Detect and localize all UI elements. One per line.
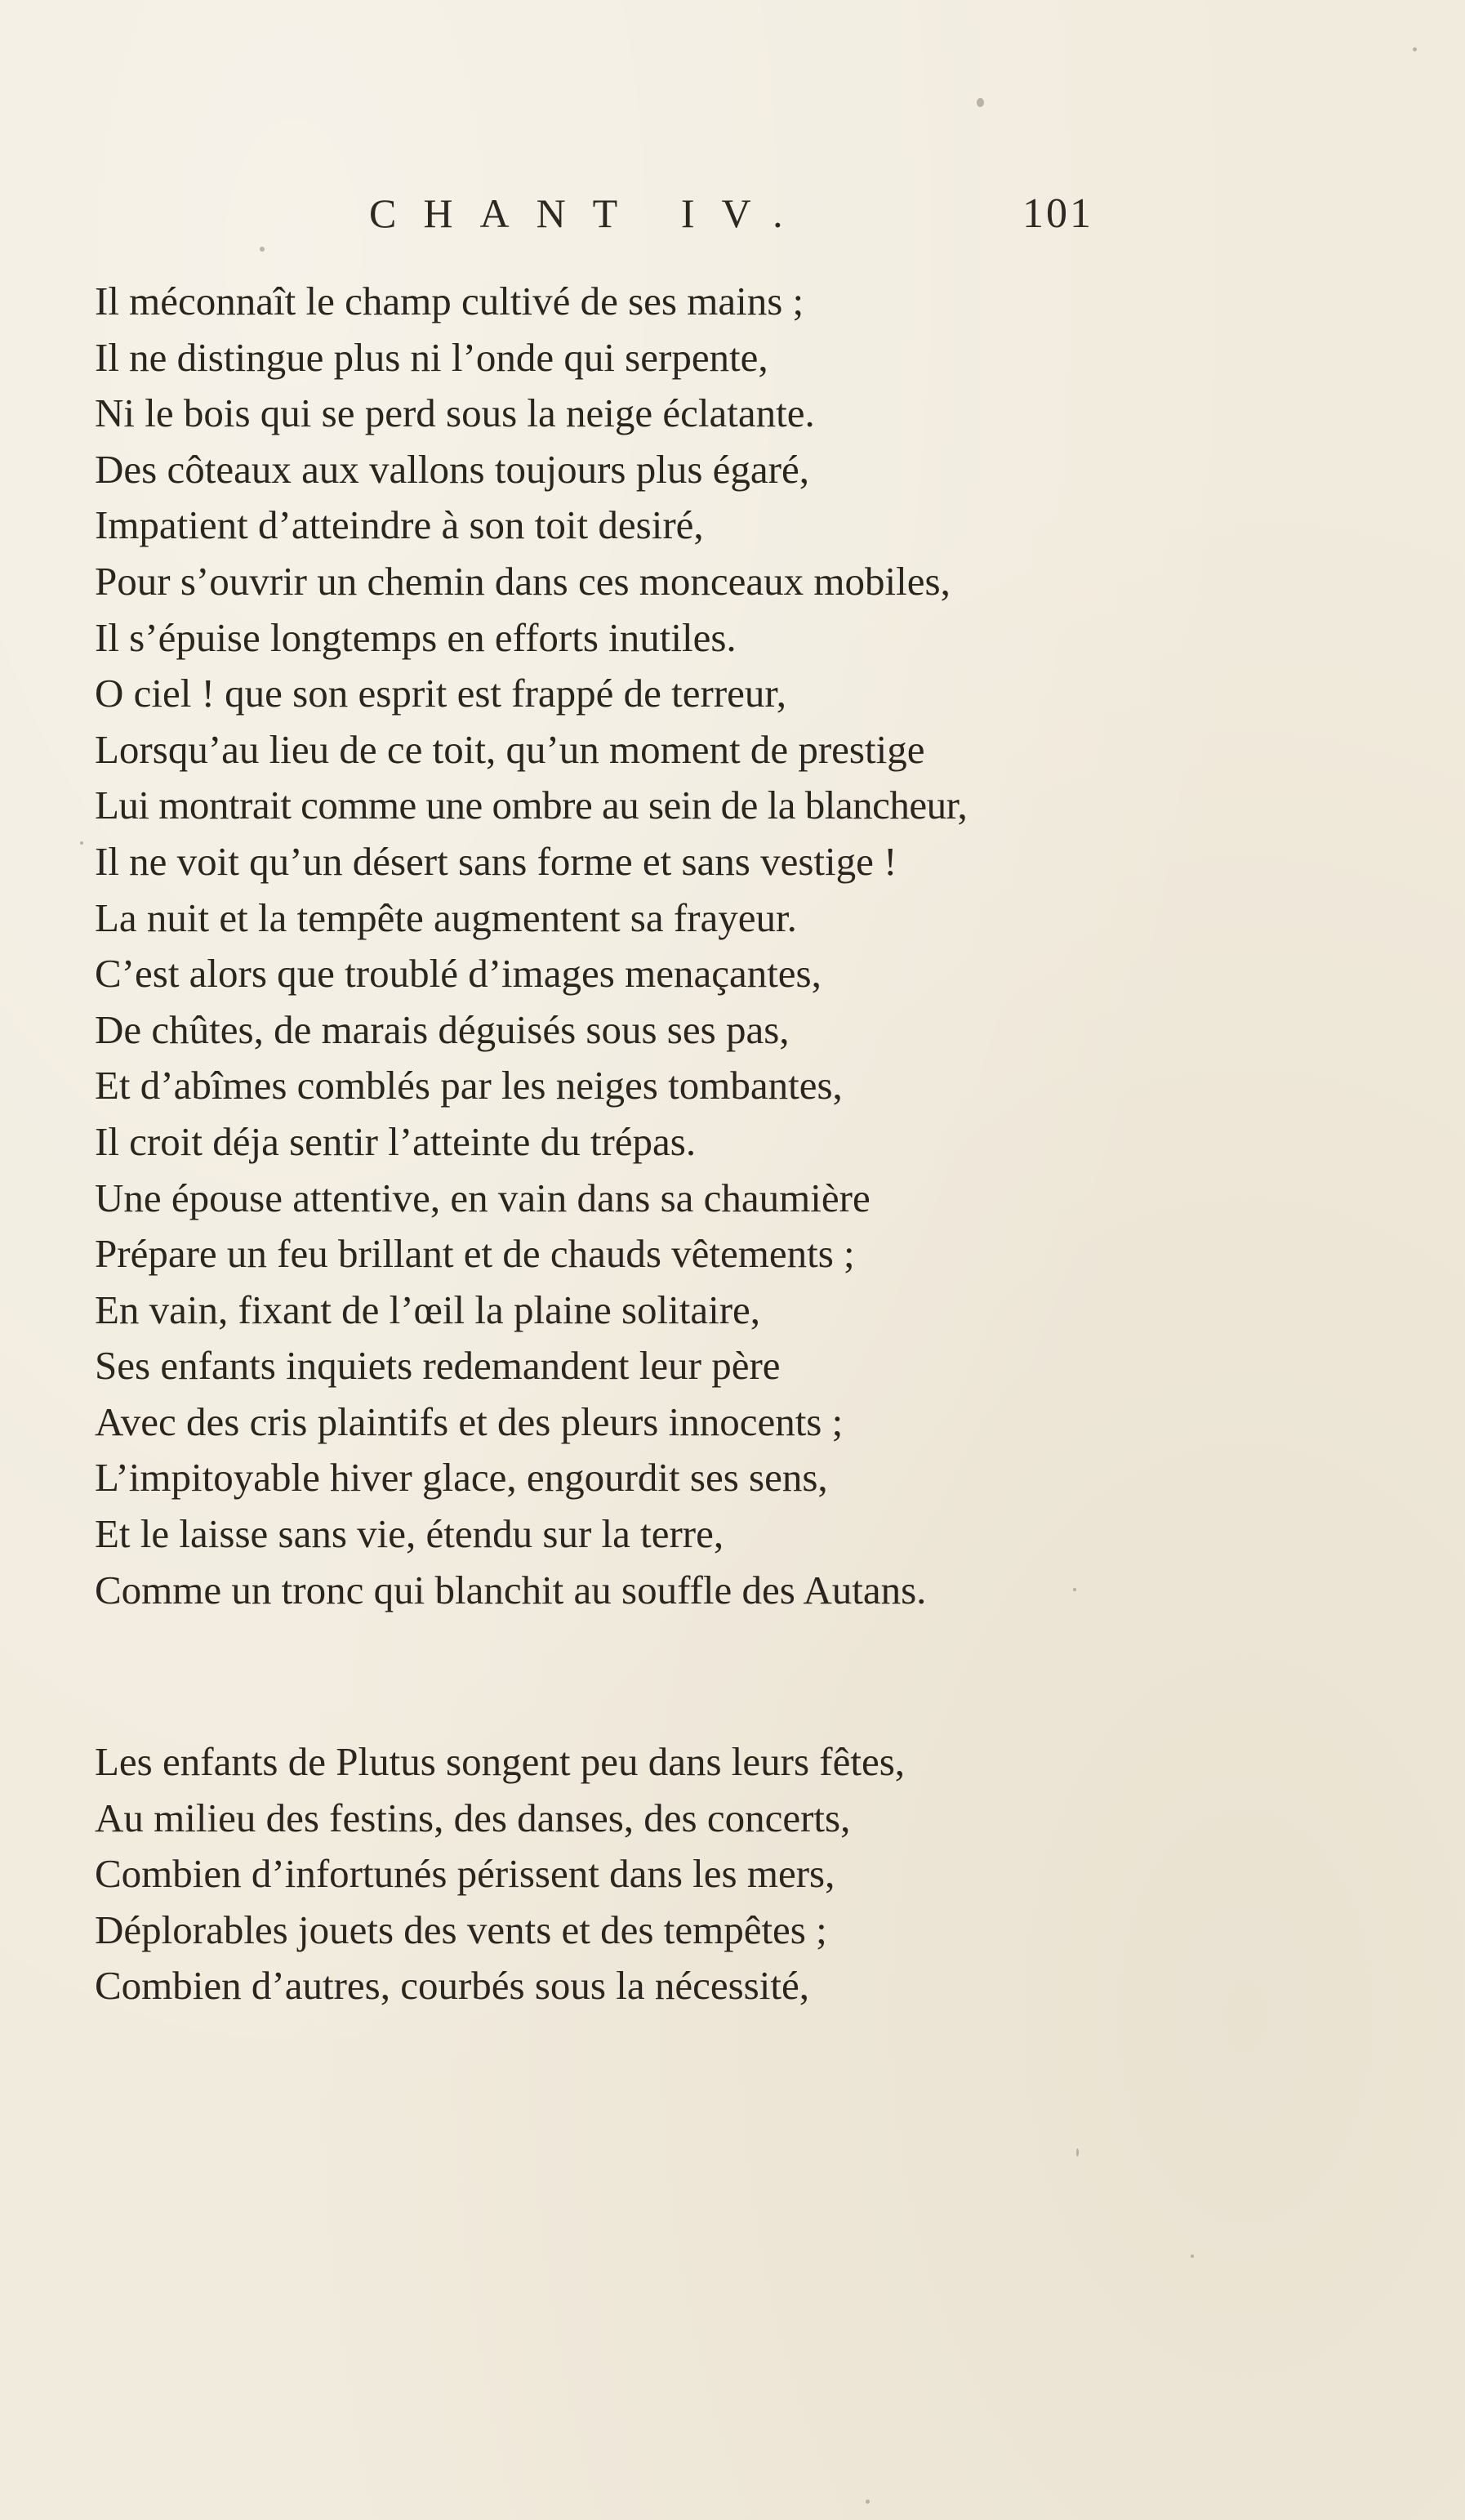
verse-line: Il s’épuise longtemps en efforts inutiles. xyxy=(95,614,737,660)
paper-speck xyxy=(80,841,83,845)
verse-line: Il méconnaît le champ cultivé de ses mains ; xyxy=(95,279,804,323)
verse-line: En vain, fixant de l’œil la plaine solitaire, xyxy=(95,1287,761,1332)
verse-line: Lui montrait comme une ombre au sein de la blancheur, xyxy=(95,783,968,828)
verse-line: De chûtes, de marais déguisés sous ses pas, xyxy=(95,1006,790,1052)
verse-line: Avec des cris plaintifs et des pleurs innocents ; xyxy=(95,1398,844,1444)
verse-line: Les enfants de Plutus songent peu dans leurs fêtes, xyxy=(95,1739,906,1784)
verse-line: Comme un tronc qui blanchit au souffle des Autans. xyxy=(95,1567,927,1612)
paper-speck xyxy=(1076,2148,1079,2156)
verse-line: O ciel ! que son esprit est frappé de terreur, xyxy=(95,671,787,716)
verse-line: Impatient d’atteindre à son toit desiré, xyxy=(95,502,704,548)
paper-speck xyxy=(866,2500,870,2504)
verse-line: Au milieu des festins, des danses, des concerts, xyxy=(95,1795,851,1840)
verse-line: Il croit déja sentir l’atteinte du trépas. xyxy=(95,1118,697,1164)
paper-speck xyxy=(977,98,984,107)
verse-line: Et d’abîmes comblés par les neiges tombantes, xyxy=(95,1063,843,1108)
page-number: 101 xyxy=(1022,190,1093,237)
running-head xyxy=(0,190,1465,247)
verse-line: Il ne distingue plus ni l’onde qui serpente, xyxy=(95,334,768,380)
paper-speck xyxy=(1191,2255,1194,2258)
verse-line: L’impitoyable hiver glace, engourdit ses sens, xyxy=(95,1455,828,1501)
verse-line: Lorsqu’au lieu de ce toit, qu’un moment de prestige xyxy=(95,726,925,772)
verse-line: Pour s’ouvrir un chemin dans ces monceaux mobiles, xyxy=(95,558,951,604)
verse-line: Combien d’autres, courbés sous la nécessité, xyxy=(95,1963,809,2009)
stanza-1 xyxy=(95,274,1181,1618)
verse-line: Ses enfants inquiets redemandent leur père xyxy=(95,1343,781,1389)
verse-line: Une épouse attentive, en vain dans sa chaumière xyxy=(95,1175,871,1220)
verse-line: Des côteaux aux vallons toujours plus égaré, xyxy=(95,446,809,492)
verse-line: Il ne voit qu’un désert sans forme et sans vestige ! xyxy=(95,838,897,884)
verse-line: Prépare un feu brillant et de chauds vêtements ; xyxy=(95,1231,855,1277)
paper-speck xyxy=(260,247,265,252)
verse-line: La nuit et la tempête augmentent sa frayeur. xyxy=(95,894,797,940)
verse-line: Ni le bois qui se perd sous la neige éclatante. xyxy=(95,390,815,436)
verse-line: Déplorables jouets des vents et des tempêtes ; xyxy=(95,1907,827,1952)
paper-speck xyxy=(1073,1588,1076,1591)
paper-speck xyxy=(1413,47,1417,51)
stanza-2 xyxy=(95,1734,1181,2014)
verse-line: Combien d’infortunés périssent dans les mers, xyxy=(95,1851,835,1897)
verse-line: Et le laisse sans vie, étendu sur la terre, xyxy=(95,1511,724,1557)
chapter-title: CHANT IV. xyxy=(369,190,810,236)
verse-line: C’est alors que troublé d’images menaçantes, xyxy=(95,951,822,997)
